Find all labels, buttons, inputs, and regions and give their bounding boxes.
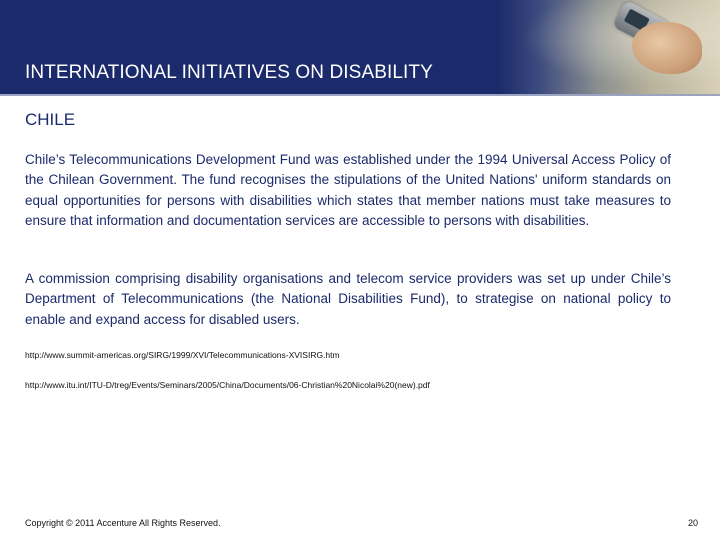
reference-link-summit-americas[interactable]: http://www.summit-americas.org/SIRG/1999/XVI/Telecommunications-XVISIRG.htm (25, 350, 340, 360)
footer-copyright: Copyright © 2011 Accenture All Rights Reserved. (25, 518, 221, 528)
header-photo (498, 0, 720, 94)
header-divider (0, 94, 720, 96)
slide-title: INTERNATIONAL INITIATIVES ON DISABILITY (25, 62, 433, 83)
page-number: 20 (687, 518, 698, 528)
header-banner (0, 0, 720, 94)
paragraph-commission: A commission comprising disability organisations and telecom service providers was set up under Chile’s Department of Telecommunications (the National Disabilities Fund), to strategise on national policy to enable and expand access for disabled users. (25, 271, 671, 327)
section-title: CHILE (25, 110, 76, 129)
reference-link-itu[interactable]: http://www.itu.int/ITU-D/treg/Events/Seminars/2005/China/Documents/06-Christian%20Nicolai%20(new).pdf (25, 380, 430, 390)
paragraph-fund: Chile’s Telecommunications Development Fund was established under the 1994 Universal Access Policy of the Chilean Government. The fund recognises the stipulations of the United Nations' uniform standards on equal opportunities for persons with disabilities which states that member nations must take measures to ensure that information and documentation services are accessible to persons with disabilities. (25, 152, 671, 229)
